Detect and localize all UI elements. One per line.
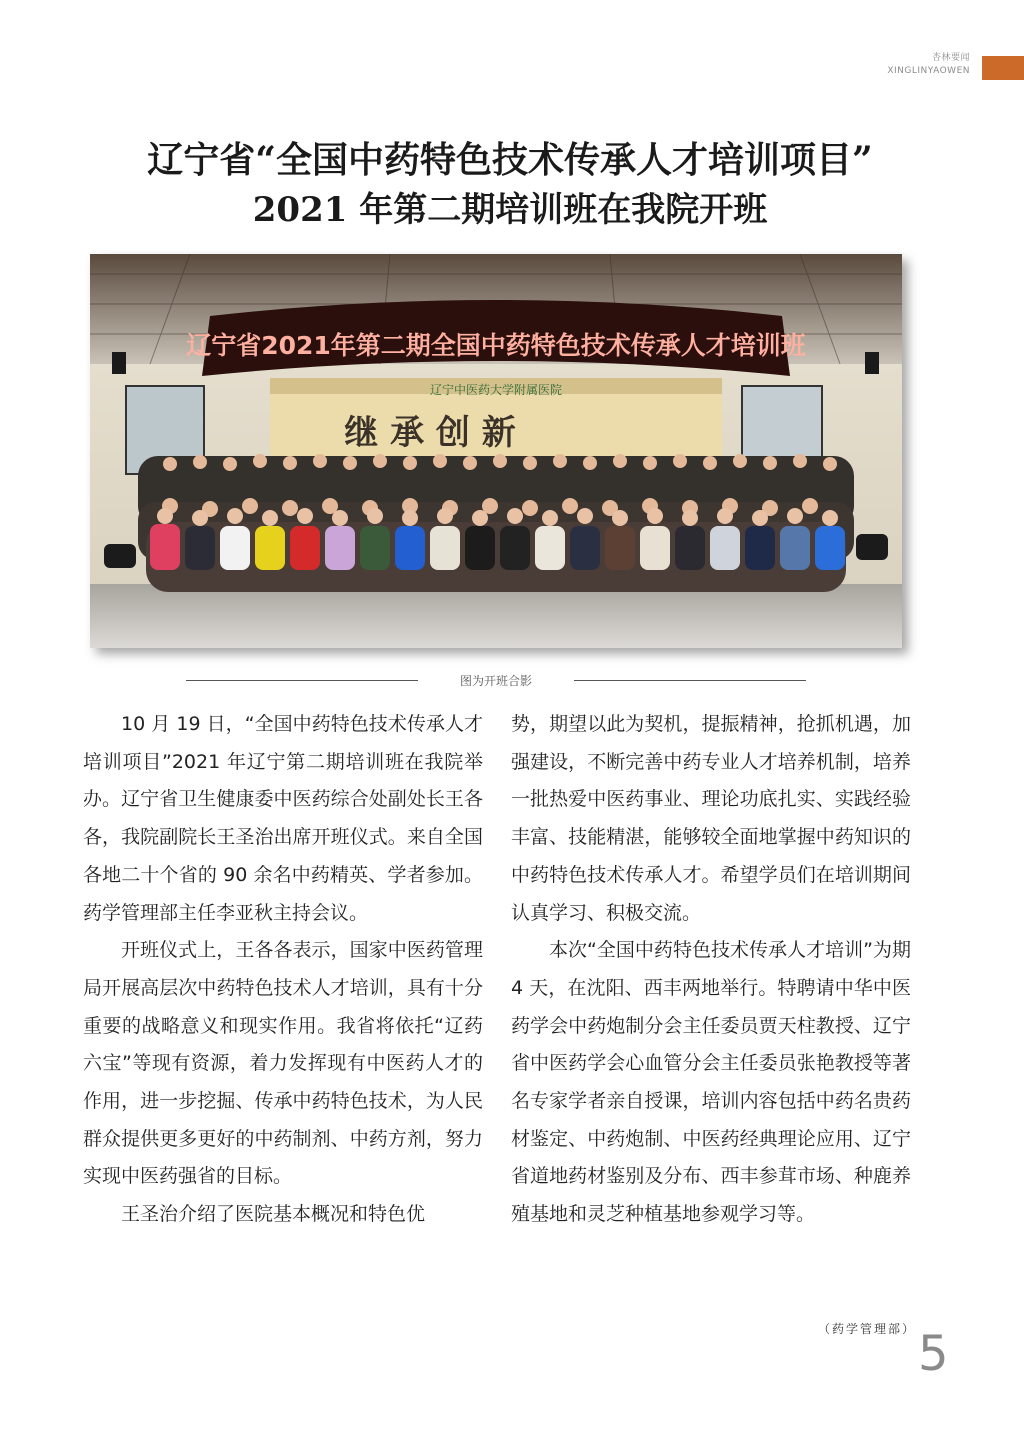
photo-caption: 图为开班合影: [459, 674, 532, 688]
article-title-line1: 辽宁省“全国中药特色技术传承人才培训项目”: [147, 139, 873, 181]
backdrop-calligraphy: 继 承 创 新: [344, 413, 516, 453]
section-header: [887, 52, 970, 78]
article-title-line2: 2021 年第二期培训班在我院开班: [252, 190, 768, 230]
group-photo: [90, 254, 902, 648]
article-column-right: [511, 706, 911, 1234]
page-number: 5: [918, 1326, 949, 1382]
caption-rule-right: [574, 680, 806, 681]
article-signature: （药学管理部）: [818, 1322, 917, 1336]
paragraph: 10 月 19 日，“全国中药特色技术传承人才培训项目”2021 年辽宁第二期培训班在我院举办。辽宁省卫生健康委中医药综合处副处长王各各，我院副院长王圣治出席开班仪式。来自全国各地二十个省的 90 余名中药精英、学者参加。药学管理部主任李亚秋主持会议。: [83, 713, 483, 924]
paragraph: 本次“全国中药特色技术传承人才培训”为期 4 天，在沈阳、西丰两地举行。特聘请中华中医药学会中药炮制分会主任委员贾天柱教授、辽宁省中医药学会心血管分会主任委员张艳教授等著名专家学者亲自授课，培训内容包括中药名贵药材鉴定、中药炮制、中医药经典理论应用、辽宁省道地药材鉴别及分布、西丰参茸市场、种鹿养殖基地和灵芝种植基地参观学习等。: [511, 939, 911, 1226]
section-name-cn: 杏林要闻: [931, 53, 970, 63]
section-accent-bar: [982, 56, 1024, 80]
people-group: [138, 454, 854, 592]
paragraph: 王圣治介绍了医院基本概况和特色优: [121, 1203, 426, 1226]
photo-caption-row: [186, 672, 806, 690]
article-column-left: [83, 706, 483, 1234]
paragraph-continued: 势，期望以此为契机，提振精神，抢抓机遇，加强建设，不断完善中药专业人才培养机制，培养一批热爱中医药事业、理论功底扎实、实践经验丰富、技能精湛，能够较全面地掌握中药知识的中药特色技术传承人才。希望学员们在培训期间认真学习、积极交流。: [511, 713, 911, 924]
led-banner-text: 辽宁省2021年第二期全国中药特色技术传承人才培训班: [186, 331, 806, 360]
paragraph: 开班仪式上，王各各表示，国家中医药管理局开展高层次中药特色技术人才培训，具有十分重要的战略意义和现实作用。我省将依托“辽药六宝”等现有资源，着力发挥现有中医药人才的作用，进一步挖掘、传承中药特色技术，为人民群众提供更多更好的中药制剂、中药方剂，努力实现中医药强省的目标。: [83, 939, 483, 1188]
section-name-en: XINGLINYAOWEN: [887, 66, 970, 76]
backdrop-hospital-name: 辽宁中医药大学附属医院: [429, 383, 563, 397]
